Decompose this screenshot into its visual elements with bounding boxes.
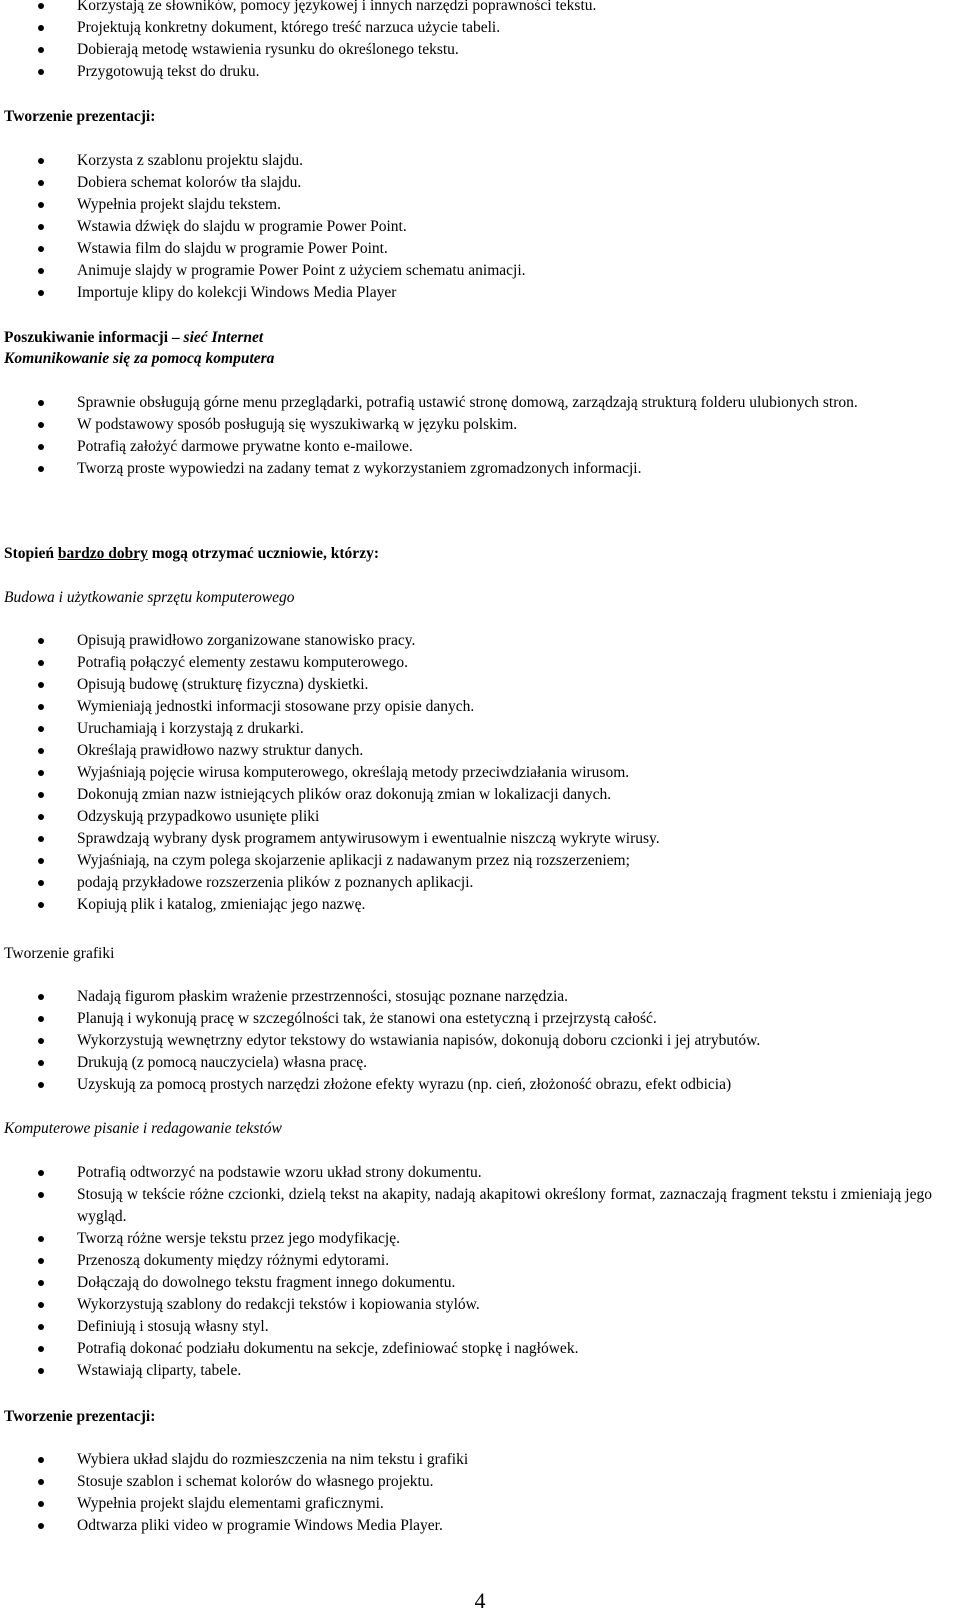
list-item [0,194,960,216]
list-item [0,260,960,282]
list-item-text: Odtwarza pliki video w programie Windows Media Player. [77,1517,443,1534]
list-item [0,0,960,17]
list-item-text: Sprawdzają wybrany dysk programem antywirusowym i ewentualnie niszczą wykryte wirusy. [77,830,660,847]
list-item-text: Określają prawidłowo nazwy struktur danych. [77,742,364,759]
list-item-text: podają przykładowe rozszerzenia plików z poznanych aplikacji. [77,874,474,891]
heading-search-italic: sieć Internet [183,329,264,346]
list-item [0,61,960,83]
list-item-text: W podstawowy sposób posługują się wyszukiwarką w języku polskim. [77,416,518,433]
list-item-text: Korzysta z szablonu projektu slajdu. [77,152,303,169]
list-item-text: Potrafią dokonać podziału dokumentu na sekcje, zdefiniować stopkę i nagłówek. [77,1340,579,1357]
list-item [0,894,960,916]
list-item [0,630,960,652]
bullet-icon [38,1346,44,1352]
list-item-text: Opisują budowę (strukturę fizyczna) dyskietki. [77,676,369,693]
bullet-icon [38,268,44,274]
bullet-icon [38,1368,44,1374]
grade-heading-prefix: Stopień [4,545,58,562]
list-item [0,850,960,872]
list-item [0,1338,960,1360]
list-item-text: Importuje klipy do kolekcji Windows Media Player [77,284,397,301]
heading-presentations-1: Tworzenie prezentacji: [4,108,156,125]
heading-hardware: Budowa i użytkowanie sprzętu komputerowego [4,589,295,606]
list-item-text: Dobierają metodę wstawienia rysunku do określonego tekstu. [77,41,459,58]
bullet-icon [38,704,44,710]
list-item-text: Odzyskują przypadkowo usunięte pliki [77,808,320,825]
list-item-text: Dołączają do dowolnego tekstu fragment innego dokumentu. [77,1274,456,1291]
bullet-icon [38,1523,44,1529]
list-item-text: Wymieniają jednostki informacji stosowane przy opisie danych. [77,698,475,715]
bullet-icon [38,224,44,230]
bullet-icon [38,47,44,53]
list-item-text: Wyjaśniają pojęcie wirusa komputerowego, określają metody przeciwdziałania wirusom. [77,764,630,781]
bullet-icon [38,290,44,296]
list-item-text: Korzystają ze słowników, pomocy językowej i innych narzędzi poprawności tekstu. [77,0,597,14]
list-item [0,1184,960,1228]
list-item [0,39,960,61]
list-item-text: Wybiera układ slajdu do rozmieszczenia na nim tekstu i grafiki [77,1451,469,1468]
grade-heading [4,543,379,565]
list-item-text: Przenoszą dokumenty między różnymi edytorami. [77,1252,390,1269]
list-item-text: Opisują prawidłowo zorganizowane stanowisko pracy. [77,632,416,649]
list-item [0,1449,960,1471]
list-item-text: Potrafią połączyć elementy zestawu komputerowego. [77,654,408,671]
list-item-text: Wykorzystują szablony do redakcji tekstów i kopiowania stylów. [77,1296,480,1313]
bullet-icon [38,400,44,406]
list-item [0,216,960,238]
list-item-text: Projektują konkretny dokument, którego treść narzuca użycie tabeli. [77,19,501,36]
bullet-icon [38,1501,44,1507]
bullet-icon [38,880,44,886]
list-item [0,806,960,828]
bullet-icon [38,466,44,472]
bullet-icon [38,202,44,208]
list-item [0,718,960,740]
list-item-text: Dokonują zmian nazw istniejących plików oraz dokonują zmian w lokalizacji danych. [77,786,612,803]
list-item-text: Definiują i stosują własny styl. [77,1318,269,1335]
list-item [0,1162,960,1184]
bullet-icon [38,1479,44,1485]
list-item [0,150,960,172]
list-skills-text [0,0,960,83]
list-item [0,674,960,696]
heading-presentations-2: Tworzenie prezentacji: [4,1408,156,1425]
list-item [0,1250,960,1272]
bullet-icon [38,1258,44,1264]
list-item [0,414,960,436]
bullet-icon [38,246,44,252]
bullet-icon [38,1302,44,1308]
list-item-text: Uzyskują za pomocą prostych narzędzi złożone efekty wyrazu (np. cień, złożoność obrazu, efekt odbicia) [77,1076,732,1093]
bullet-icon [38,1324,44,1330]
list-item [0,1008,960,1030]
list-item-text: Przygotowują tekst do druku. [77,63,260,80]
list-item [0,784,960,806]
bullet-icon [38,422,44,428]
heading-graphics: Tworzenie grafiki [4,945,115,962]
list-item [0,172,960,194]
list-item-text: Wypełnia projekt slajdu tekstem. [77,196,281,213]
list-item [0,1316,960,1338]
bullet-icon [38,726,44,732]
bullet-icon [38,3,44,9]
bullet-icon [38,1192,44,1198]
list-item [0,1228,960,1250]
heading-search-bold: Poszukiwanie informacji – [4,329,184,346]
list-item-text: Wstawiają cliparty, tabele. [77,1362,242,1379]
bullet-icon [38,1082,44,1088]
list-item [0,696,960,718]
grade-heading-grade: bardzo dobry [57,545,148,562]
list-item-text: Stosują w tekście różne czcionki, dzielą tekst na akapity, nadają akapitowi określony format, zaznaczają fragment tekstu i zmieniają jego wygląd. [77,1186,932,1225]
bullet-icon [38,748,44,754]
bullet-icon [38,180,44,186]
page-number: 4 [474,1588,486,1613]
list-item [0,282,960,304]
bullet-icon [38,792,44,798]
bullet-icon [38,1170,44,1176]
list-item-text: Potrafią założyć darmowe prywatne konto e-mailowe. [77,438,413,455]
list-item-text: Dobiera schemat kolorów tła slajdu. [77,174,302,191]
list-item-text: Tworzą różne wersje tekstu przez jego modyfikację. [77,1230,400,1247]
list-item-text: Tworzą proste wypowiedzi na zadany temat z wykorzystaniem zgromadzonych informacji. [77,460,642,477]
heading-communication: Komunikowanie się za pomocą komputera [4,350,275,367]
list-item [0,238,960,260]
bullet-icon [38,25,44,31]
list-internet [0,392,960,480]
list-item [0,872,960,894]
bullet-icon [38,858,44,864]
grade-heading-suffix: mogą otrzymać uczniowie, którzy: [147,545,379,562]
list-presentations-2 [0,1449,960,1537]
list-item [0,458,960,480]
bullet-icon [38,902,44,908]
list-item [0,1471,960,1493]
bullet-icon [38,836,44,842]
bullet-icon [38,158,44,164]
list-item-text: Wypełnia projekt slajdu elementami graficznymi. [77,1495,384,1512]
bullet-icon [38,1060,44,1066]
bullet-icon [38,69,44,75]
bullet-icon [38,682,44,688]
list-item-text: Planują i wykonują pracę w szczególności tak, że stanowi ona estetyczną i przejrzystą całość. [77,1010,657,1027]
list-item [0,1074,960,1096]
bullet-icon [38,814,44,820]
list-item [0,17,960,39]
list-item [0,828,960,850]
list-writing [0,1162,960,1382]
bullet-icon [38,638,44,644]
list-item [0,1052,960,1074]
list-item-text: Wyjaśniają, na czym polega skojarzenie aplikacji z nadawanym przez nią rozszerzeniem; [77,852,630,869]
bullet-icon [38,1457,44,1463]
list-item-text: Sprawnie obsługują górne menu przeglądarki, potrafią ustawić stronę domową, zarządzają strukturą folderu ulubionych stron. [77,394,858,411]
list-item-text: Kopiują plik i katalog, zmieniając jego nazwę. [77,896,366,913]
list-item-text: Nadają figurom płaskim wrażenie przestrzenności, stosując poznane narzędzia. [77,988,569,1005]
bullet-icon [38,1016,44,1022]
list-item [0,1515,960,1537]
list-item-text: Potrafią odtworzyć na podstawie wzoru układ strony dokumentu. [77,1164,482,1181]
bullet-icon [38,660,44,666]
list-item-text: Wstawia film do slajdu w programie Power Point. [77,240,388,257]
list-item-text: Wstawia dźwięk do slajdu w programie Power Point. [77,218,407,235]
bullet-icon [38,770,44,776]
bullet-icon [38,1236,44,1242]
list-item [0,1493,960,1515]
list-item [0,1272,960,1294]
list-item-text: Drukują (z pomocą nauczyciela) własna pracę. [77,1054,368,1071]
list-item-text: Wykorzystują wewnętrzny edytor tekstowy do wstawiania napisów, dokonują doboru czcionki i jej atrybutów. [77,1032,761,1049]
list-item [0,1030,960,1052]
bullet-icon [38,994,44,1000]
list-presentations-1 [0,150,960,304]
list-item-text: Stosuje szablon i schemat kolorów do własnego projektu. [77,1473,434,1490]
list-graphics [0,986,960,1096]
list-item [0,436,960,458]
list-item-text: Animuje slajdy w programie Power Point z użyciem schematu animacji. [77,262,526,279]
list-item [0,652,960,674]
list-item [0,986,960,1008]
heading-writing: Komputerowe pisanie i redagowanie tekstów [4,1120,282,1137]
list-item [0,1294,960,1316]
heading-search [4,327,263,349]
list-item-text: Uruchamiają i korzystają z drukarki. [77,720,304,737]
list-item [0,392,960,414]
bullet-icon [38,1038,44,1044]
bullet-icon [38,1280,44,1286]
list-item [0,740,960,762]
list-hardware [0,630,960,916]
bullet-icon [38,444,44,450]
list-item [0,762,960,784]
list-item [0,1360,960,1382]
